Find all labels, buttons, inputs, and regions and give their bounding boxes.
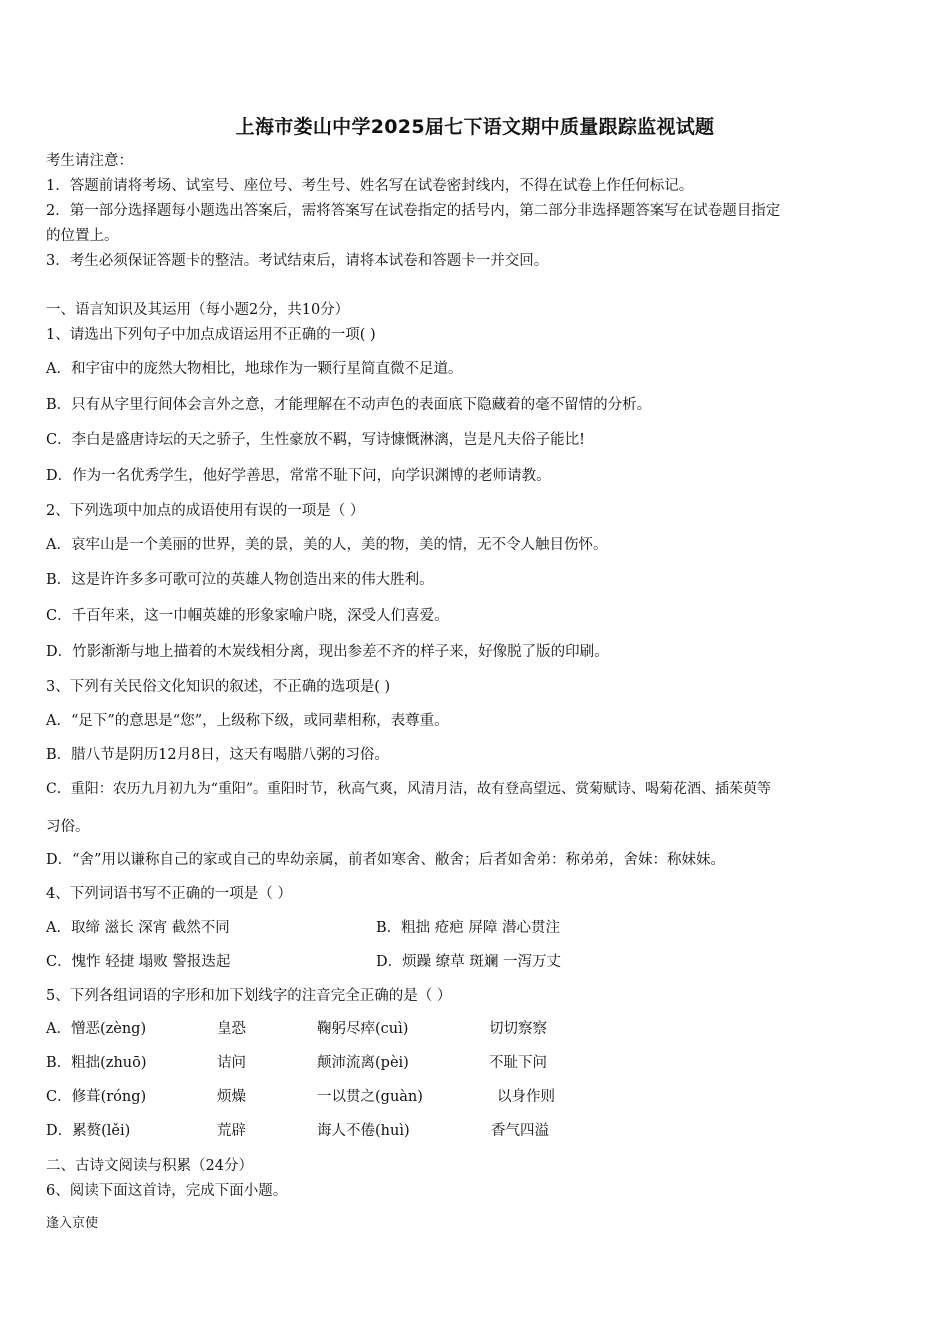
q2-option-d: D．竹影渐渐与地上描着的木炭线相分离，现出参差不齐的样子来，好像脱了版的印刷。 — [46, 644, 609, 660]
q5-row-a-col4: 切切察察 — [489, 1021, 547, 1037]
notice-item-3: 3．考生必须保证答题卡的整洁。考试结束后，请将本试卷和答题卡一并交回。 — [46, 253, 549, 269]
q5-row-c-col3: 一以贯之(guàn) — [317, 1089, 423, 1105]
q5-row-b-col4: 不耻下问 — [489, 1055, 547, 1071]
notice-item-2-cont: 的位置上。 — [46, 228, 119, 244]
q1-stem: 1、请选出下列句子中加点成语运用不正确的一项( ) — [46, 327, 376, 343]
q2-option-a: A．哀牢山是一个美丽的世界，美的景，美的人，美的物，美的情，无不令人触目伤怀。 — [46, 537, 608, 553]
q3-option-c-cont: 习俗。 — [46, 819, 90, 835]
q4-option-b: B．粗拙 疮疤 屏障 潜心贯注 — [376, 920, 560, 936]
section2-heading: 二、古诗文阅读与积累（24分） — [46, 1158, 253, 1174]
notice-item-1: 1．答题前请将考场、试室号、座位号、考生号、姓名写在试卷密封线内，不得在试卷上作任何标记。 — [46, 178, 694, 194]
q3-option-a: A．“足下”的意思是“您”，上级称下级，或同辈相称，表尊重。 — [46, 713, 449, 729]
poem-title: 逢入京使 — [46, 1216, 99, 1231]
q5-row-a-col3: 鞠躬尽瘁(cuì) — [317, 1021, 409, 1037]
q6-stem: 6、阅读下面这首诗，完成下面小题。 — [46, 1183, 288, 1199]
q1-option-c: C．李白是盛唐诗坛的天之骄子，生性豪放不羁，写诗慷慨淋漓，岂是凡夫俗子能比! — [46, 432, 585, 448]
q5-row-d-col4: 香气四溢 — [491, 1123, 549, 1139]
q2-stem: 2、下列选项中加点的成语使用有误的一项是（ ） — [46, 503, 365, 519]
q4-option-c: C．愧怍 轻捷 塌败 警报迭起 — [46, 954, 231, 970]
q4-stem: 4、下列词语书写不正确的一项是（ ） — [46, 886, 292, 902]
q5-row-b-col2: 诘问 — [217, 1055, 246, 1071]
q5-row-d-col2: 荒辟 — [217, 1123, 246, 1139]
q5-row-c-col1: C．修葺(róng) — [46, 1089, 147, 1105]
q5-row-a-col1: A．憎恶(zèng) — [46, 1021, 147, 1037]
notice-item-2: 2．第一部分选择题每小题选出答案后，需将答案写在试卷指定的括号内，第二部分非选择题答案写在试卷题目指定 — [46, 203, 781, 219]
q5-row-d-col1: D．累赘(lěi) — [46, 1123, 131, 1139]
q5-row-b-col1: B．粗拙(zhuō) — [46, 1055, 147, 1071]
q5-row-c-col4: 以身作则 — [497, 1089, 555, 1105]
notice-heading: 考生请注意： — [46, 153, 133, 169]
section1-heading: 一、语言知识及其运用（每小题2分，共10分） — [46, 302, 350, 318]
q5-row-c-col2: 烦燥 — [217, 1089, 246, 1105]
q5-row-b-col3: 颠沛流离(pèi) — [317, 1055, 409, 1071]
page-title: 上海市娄山中学2025届七下语文期中质量跟踪监视试题 — [235, 116, 715, 138]
q5-row-d-col3: 诲人不倦(huì) — [317, 1123, 410, 1139]
q1-option-a: A．和宇宙中的庞然大物相比，地球作为一颗行星简直微不足道。 — [46, 361, 463, 377]
q3-stem: 3、下列有关民俗文化知识的叙述，不正确的选项是( ) — [46, 679, 391, 695]
q2-option-b: B．这是许许多多可歌可泣的英雄人物创造出来的伟大胜利。 — [46, 572, 434, 588]
q4-option-d: D．烦躁 缭草 斑斓 一泻万丈 — [376, 954, 561, 970]
q5-row-a-col2: 皇恐 — [217, 1021, 246, 1037]
q3-option-d: D．“舍”用以谦称自己的家或自己的卑幼亲属，前者如寒舍、敝舍；后者如舍弟：称弟弟，舍妹：称妹妹。 — [46, 852, 725, 868]
q1-option-b: B．只有从字里行间体会言外之意，才能理解在不动声色的表面底下隐藏着的毫不留情的分析。 — [46, 397, 652, 413]
q4-option-a: A．取缔 滋长 深宵 截然不同 — [46, 920, 230, 936]
q3-option-b: B．腊八节是阴历12月8日，这天有喝腊八粥的习俗。 — [46, 747, 389, 763]
q1-option-d: D．作为一名优秀学生，他好学善思，常常不耻下问，向学识渊博的老师请教。 — [46, 468, 551, 484]
q5-stem: 5、下列各组词语的字形和加下划线字的注音完全正确的是（ ） — [46, 988, 452, 1004]
q2-option-c: C．千百年来，这一巾帼英雄的形象家喻户晓，深受人们喜爱。 — [46, 608, 449, 624]
q3-option-c: C．重阳：农历九月初九为“重阳”。重阳时节，秋高气爽，风清月洁，故有登高望远、赏菊赋诗、喝菊花酒、插茱萸等 — [46, 781, 772, 797]
